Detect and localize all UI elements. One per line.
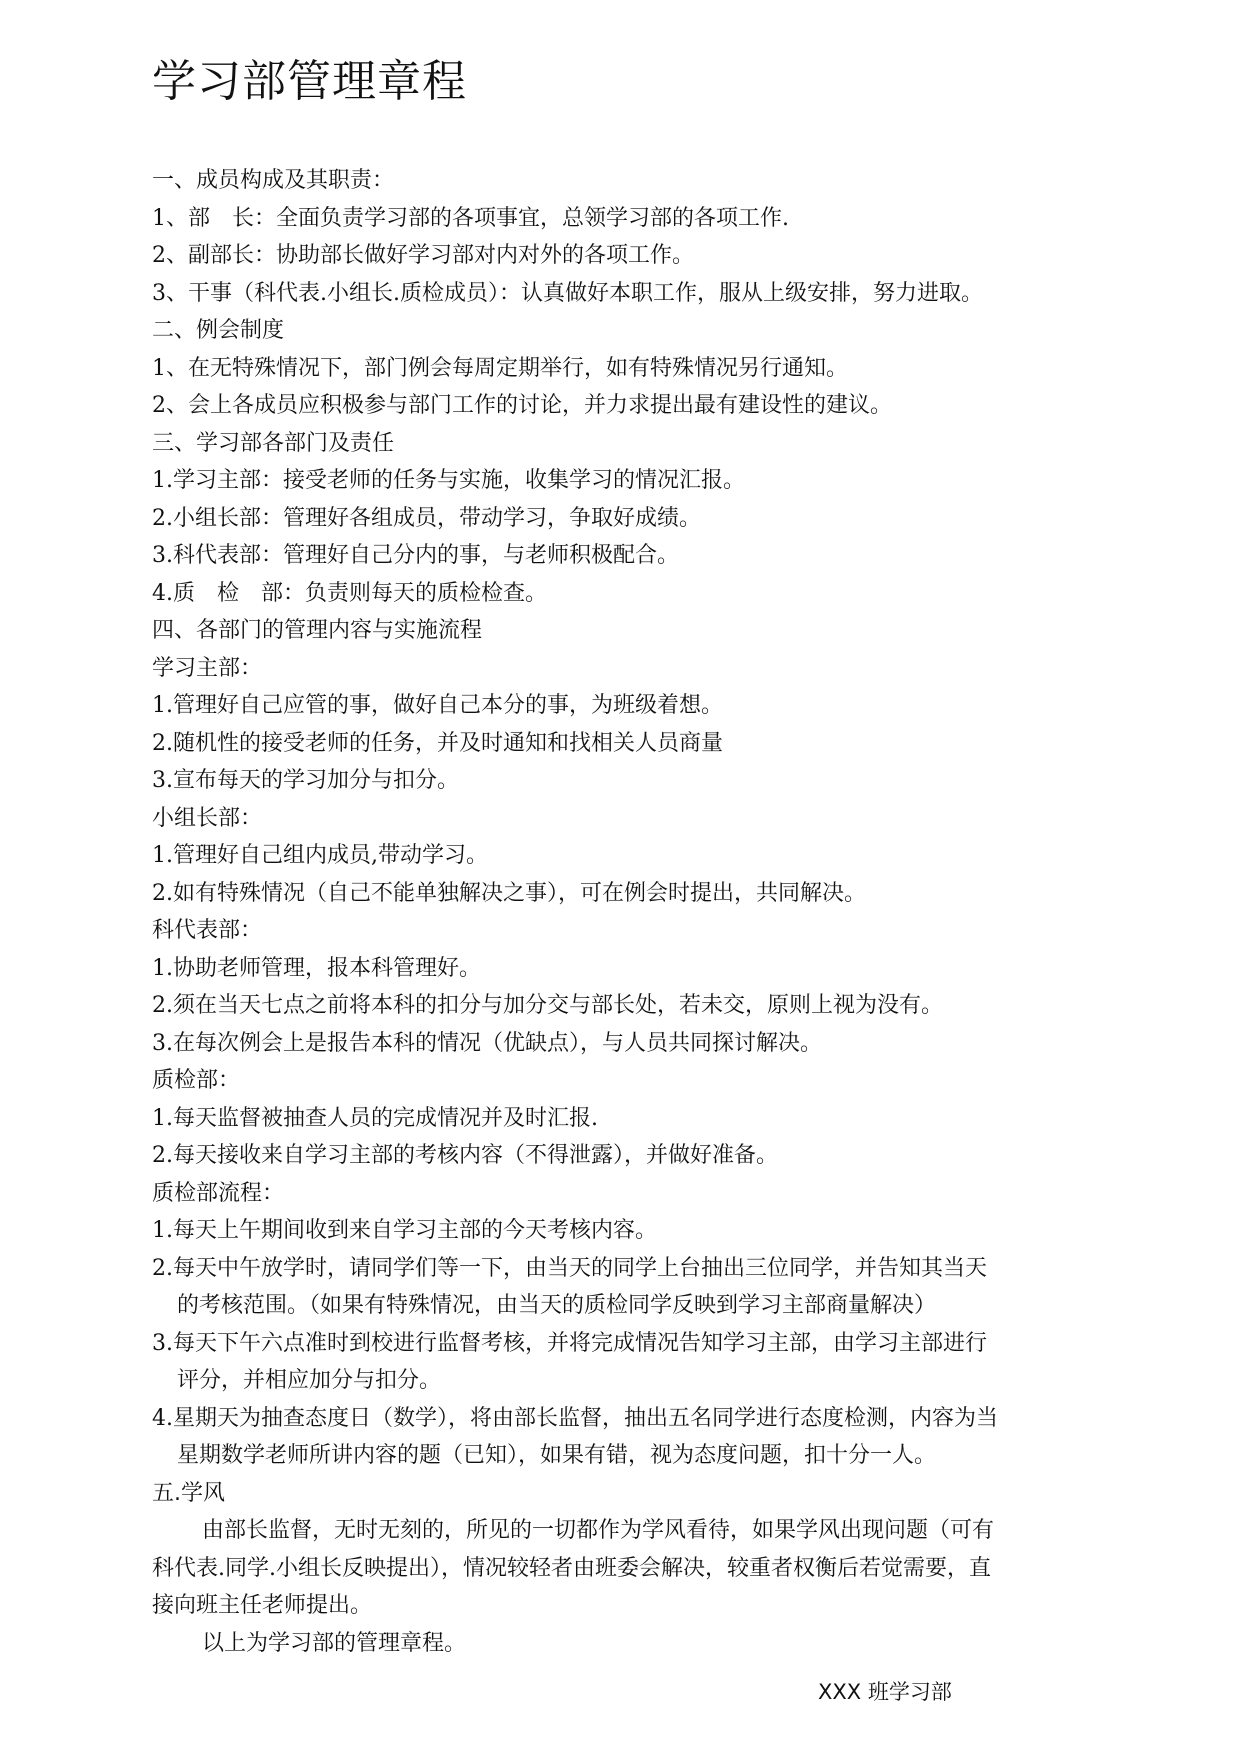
text-line: 2.随机性的接受老师的任务，并及时通知和找相关人员商量 bbox=[152, 730, 723, 756]
text-line: 科代表.同学.小组长反映提出），情况较轻者由班委会解决，较重者权衡后若觉需要，直 bbox=[152, 1555, 991, 1581]
text-line: 2.如有特殊情况（自己不能单独解决之事），可在例会时提出，共同解决。 bbox=[152, 880, 866, 906]
section-heading: 五.学风 bbox=[152, 1480, 225, 1506]
text-line: 1.管理好自己应管的事，做好自己本分的事，为班级着想。 bbox=[152, 693, 723, 718]
text-line: 2.须在当天七点之前将本科的扣分与加分交与部长处，若未交，原则上视为没有。 bbox=[152, 993, 943, 1018]
text-line: 星期数学老师所讲内容的题（已知），如果有错，视为态度问题，扣十分一人。 bbox=[177, 1443, 937, 1468]
text-line: 1.管理好自己组内成员,带动学习。 bbox=[152, 843, 488, 868]
text-line: 1、在无特殊情况下，部门例会每周定期举行，如有特殊情况另行通知。 bbox=[152, 355, 848, 381]
text-line: 接向班主任老师提出。 bbox=[152, 1593, 373, 1618]
text-line: 1、部 长：全面负责学习部的各项事宜，总领学习部的各项工作. bbox=[152, 205, 789, 231]
text-line: 3.在每次例会上是报告本科的情况（优缺点），与人员共同探讨解决。 bbox=[152, 1030, 822, 1056]
section-heading: 科代表部： bbox=[152, 918, 263, 943]
text-line: 以上为学习部的管理章程。 bbox=[202, 1630, 467, 1656]
section-heading: 学习主部： bbox=[152, 655, 263, 681]
text-line: 3、干事（科代表.小组长.质检成员）：认真做好本职工作，服从上级安排，努力进取。 bbox=[152, 280, 983, 306]
text-line: 2、副部长：协助部长做好学习部对内对外的各项工作。 bbox=[152, 243, 694, 268]
document-body bbox=[152, 162, 1112, 1662]
section-heading: 二、例会制度 bbox=[152, 318, 285, 343]
text-line: 2、会上各成员应积极参与部门工作的讨论，并力求提出最有建设性的建议。 bbox=[152, 393, 892, 418]
text-line: 的考核范围。（如果有特殊情况，由当天的质检同学反映到学习主部商量解决） bbox=[177, 1293, 937, 1318]
text-line: 1.每天上午期间收到来自学习主部的今天考核内容。 bbox=[152, 1218, 657, 1243]
text-line: 1.每天监督被抽查人员的完成情况并及时汇报. bbox=[152, 1105, 598, 1131]
text-line: 2.每天中午放学时，请同学们等一下，由当天的同学上台抽出三位同学，并告知其当天 bbox=[152, 1255, 987, 1281]
section-heading: 一、成员构成及其职责： bbox=[152, 168, 395, 193]
text-line: 评分，并相应加分与扣分。 bbox=[177, 1368, 442, 1393]
text-line: 由部长监督，无时无刻的，所见的一切都作为学风看待，如果学风出现问题（可有 bbox=[202, 1518, 995, 1543]
section-heading: 三、学习部各部门及责任 bbox=[152, 430, 395, 456]
section-heading: 四、各部门的管理内容与实施流程 bbox=[152, 618, 483, 643]
section-heading: 质检部流程： bbox=[152, 1180, 285, 1206]
signature: XXX 班学习部 bbox=[818, 1680, 952, 1704]
text-line: 3.宣布每天的学习加分与扣分。 bbox=[152, 768, 459, 793]
page-title: 学习部管理章程 bbox=[152, 56, 467, 107]
text-line: 4.质 检 部：负责则每天的质检检查。 bbox=[152, 580, 547, 606]
section-heading: 小组长部： bbox=[152, 805, 263, 831]
text-line: 3.每天下午六点准时到校进行监督考核，并将完成情况告知学习主部，由学习主部进行 bbox=[152, 1330, 987, 1356]
text-line: 3.科代表部：管理好自己分内的事，与老师积极配合。 bbox=[152, 543, 679, 568]
text-line: 2.每天接收来自学习主部的考核内容（不得泄露），并做好准备。 bbox=[152, 1143, 778, 1168]
section-heading: 质检部： bbox=[152, 1068, 241, 1093]
text-line: 1.协助老师管理，报本科管理好。 bbox=[152, 955, 481, 981]
text-line: 2.小组长部：管理好各组成员，带动学习，争取好成绩。 bbox=[152, 505, 701, 531]
text-line: 1.学习主部：接受老师的任务与实施，收集学习的情况汇报。 bbox=[152, 468, 745, 493]
text-line: 4.星期天为抽查态度日（数学），将由部长监督，抽出五名同学进行态度检测，内容为当 bbox=[152, 1405, 998, 1431]
